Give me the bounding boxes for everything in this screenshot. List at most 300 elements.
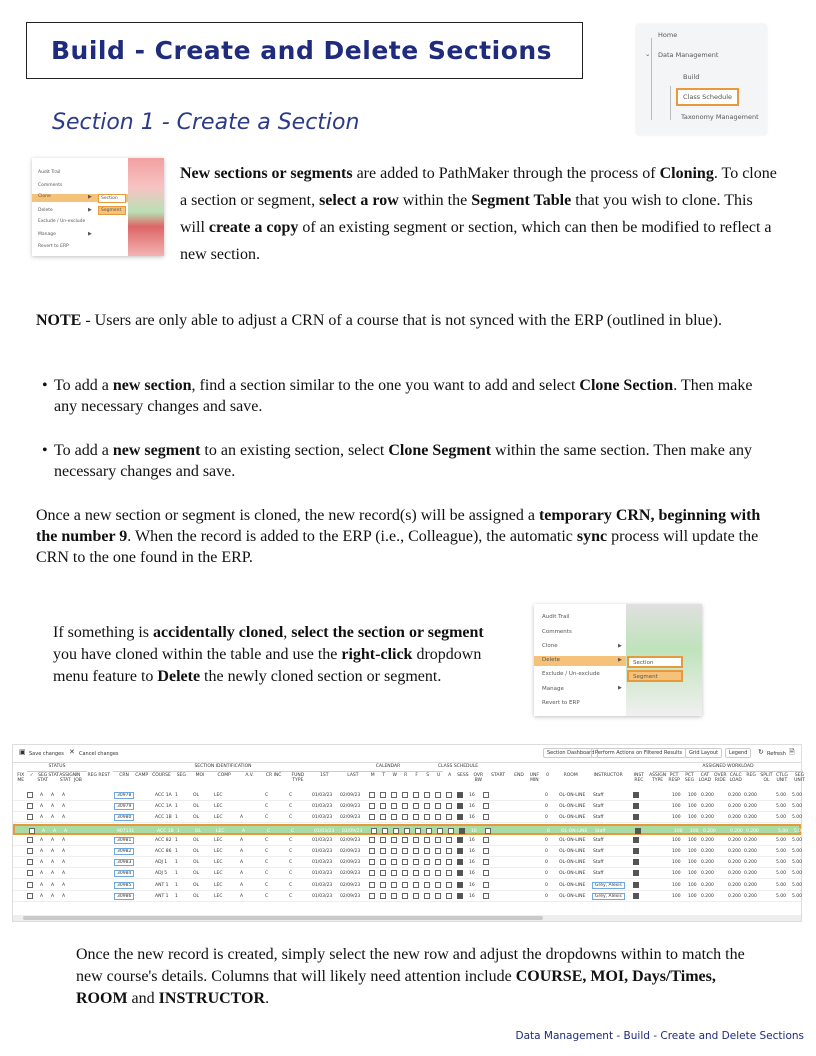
cell[interactable]: OL — [193, 793, 200, 798]
room-cell[interactable]: OL-ON-LINE — [559, 860, 586, 866]
day-checkbox[interactable] — [380, 803, 386, 809]
cell[interactable]: 1 — [175, 804, 178, 810]
cell[interactable]: 0.200 — [744, 793, 757, 798]
column-header[interactable]: INST REC — [633, 773, 645, 783]
cell[interactable]: 5.00 — [792, 837, 803, 843]
cell[interactable]: A — [40, 871, 44, 877]
cell[interactable]: 02/09/23 — [340, 882, 361, 888]
day-checkbox[interactable] — [435, 882, 441, 888]
day-checkbox[interactable] — [424, 837, 430, 843]
day-checkbox[interactable] — [413, 848, 419, 854]
instructor-cell[interactable]: Staff — [593, 860, 604, 866]
cell[interactable]: 100 — [688, 837, 697, 843]
day-checkbox[interactable] — [413, 859, 419, 865]
table-row[interactable] — [13, 891, 801, 902]
day-checkbox[interactable] — [426, 828, 432, 834]
day-checkbox[interactable] — [393, 828, 399, 834]
nav-home[interactable]: Home — [658, 31, 678, 39]
cell[interactable]: 100 — [672, 793, 681, 798]
instructor-cell[interactable]: Staff — [593, 849, 604, 854]
cell[interactable]: 0.200 — [701, 815, 714, 821]
cell[interactable]: C — [265, 793, 269, 798]
cell[interactable]: A — [42, 828, 46, 834]
cell[interactable]: LEC — [214, 793, 223, 798]
cell[interactable]: 1 — [175, 815, 178, 821]
cell[interactable]: 01/03/23 — [312, 793, 333, 798]
column-header[interactable]: SPLIT OL — [760, 773, 773, 783]
filtered-actions-button[interactable]: Perform Actions on Filtered Results — [591, 748, 686, 758]
cell[interactable]: OL — [195, 828, 202, 834]
cell[interactable]: LEC — [214, 871, 223, 877]
cell[interactable]: 5.00 — [792, 871, 803, 877]
instructor-cell[interactable]: Grey, Alexis — [595, 882, 622, 888]
cell[interactable]: C — [265, 849, 269, 854]
cell[interactable]: 01/03/23 — [312, 893, 333, 899]
cell[interactable]: A — [62, 849, 66, 854]
day-checkbox[interactable] — [435, 792, 441, 798]
cell[interactable]: A — [62, 793, 66, 798]
cell[interactable]: 0.200 — [730, 828, 743, 834]
menu-item[interactable]: Clone — [542, 643, 558, 649]
cell[interactable]: 1 — [175, 882, 178, 888]
cell[interactable]: 0 — [545, 882, 548, 888]
ovr-checkbox[interactable] — [485, 828, 491, 834]
day-checkbox[interactable] — [391, 837, 397, 843]
day-checkbox[interactable] — [380, 848, 386, 854]
a-checkbox[interactable] — [457, 803, 463, 809]
cell[interactable]: 01/03/23 — [314, 828, 335, 834]
ovr-checkbox[interactable] — [483, 792, 489, 798]
column-header[interactable]: R — [404, 773, 408, 778]
day-checkbox[interactable] — [435, 814, 441, 820]
cell[interactable]: 0.200 — [728, 793, 741, 798]
cell[interactable]: C — [289, 815, 293, 821]
day-checkbox[interactable] — [402, 803, 408, 809]
day-checkbox[interactable] — [413, 893, 419, 899]
cell[interactable]: 0 — [545, 893, 548, 899]
day-checkbox[interactable] — [402, 893, 408, 899]
cell[interactable]: 5.00 — [776, 893, 787, 899]
course-cell[interactable]: ACC 1A — [155, 804, 172, 810]
cell[interactable]: 5.00 — [776, 860, 787, 866]
cell[interactable]: 0.200 — [728, 882, 741, 888]
course-cell[interactable]: ADJ 5 — [155, 871, 168, 877]
inst-rec-checkbox[interactable] — [633, 814, 639, 820]
cell[interactable]: A — [62, 837, 66, 843]
day-checkbox[interactable] — [424, 792, 430, 798]
course-cell[interactable]: ACC 1B — [155, 815, 172, 821]
day-checkbox[interactable] — [435, 859, 441, 865]
day-checkbox[interactable] — [369, 848, 375, 854]
a-checkbox[interactable] — [457, 814, 463, 820]
column-header[interactable]: PCT RESP — [668, 773, 680, 783]
day-checkbox[interactable] — [402, 792, 408, 798]
cell[interactable]: 5.00 — [776, 882, 787, 888]
column-header[interactable]: T — [382, 773, 386, 778]
column-header[interactable]: CRN — [119, 773, 129, 778]
cell[interactable]: 1 — [175, 849, 178, 854]
ovr-checkbox[interactable] — [483, 803, 489, 809]
column-header[interactable]: REG — [746, 773, 756, 778]
cell[interactable]: 100 — [672, 815, 681, 821]
day-checkbox[interactable] — [391, 882, 397, 888]
cell[interactable]: 0.200 — [728, 871, 741, 877]
ovr-checkbox[interactable] — [483, 859, 489, 865]
cell[interactable]: LEC — [214, 893, 223, 899]
cell[interactable]: C — [289, 882, 293, 888]
column-header[interactable]: U — [437, 773, 441, 778]
cell[interactable]: 16 — [469, 871, 475, 877]
cell[interactable]: 16 — [469, 860, 475, 866]
cell[interactable]: A — [51, 871, 55, 877]
menu-item[interactable]: Manage — [38, 232, 56, 237]
cell[interactable]: 0.200 — [728, 893, 741, 899]
cell[interactable]: OL — [193, 804, 200, 810]
room-cell[interactable]: OL-ON-LINE — [559, 815, 586, 821]
cell[interactable]: 0.200 — [701, 882, 714, 888]
day-checkbox[interactable] — [402, 837, 408, 843]
cell[interactable]: 0.200 — [744, 860, 757, 866]
table-row[interactable] — [13, 880, 801, 891]
course-cell[interactable]: ANT 1 — [155, 893, 169, 899]
column-header[interactable]: 0 — [546, 773, 550, 778]
cell[interactable]: 100 — [672, 804, 681, 810]
day-checkbox[interactable] — [369, 893, 375, 899]
day-checkbox[interactable] — [380, 837, 386, 843]
cell[interactable]: A — [51, 815, 55, 821]
column-header[interactable]: CAT LOAD — [698, 773, 712, 783]
cell[interactable]: 100 — [688, 882, 697, 888]
cell[interactable]: 16 — [469, 815, 475, 821]
cell[interactable]: 16 — [471, 828, 477, 834]
row-checkbox[interactable] — [27, 848, 33, 854]
cell[interactable]: A — [51, 849, 55, 854]
day-checkbox[interactable] — [446, 848, 452, 854]
submenu-segment[interactable]: Segment — [98, 206, 126, 215]
day-checkbox[interactable] — [382, 828, 388, 834]
column-header[interactable]: IN JOB — [73, 773, 82, 783]
cell[interactable]: A — [240, 860, 244, 866]
cell[interactable]: 100 — [672, 882, 681, 888]
cell[interactable]: C — [289, 871, 293, 877]
cell[interactable]: 01/03/23 — [312, 882, 333, 888]
day-checkbox[interactable] — [435, 870, 441, 876]
day-checkbox[interactable] — [435, 893, 441, 899]
cell[interactable]: 100 — [688, 804, 697, 810]
cell[interactable]: A — [40, 793, 44, 798]
cell[interactable]: 0.200 — [744, 804, 757, 810]
column-header[interactable]: W — [392, 773, 397, 778]
row-checkbox[interactable] — [27, 792, 33, 798]
column-header[interactable]: START — [491, 773, 506, 778]
menu-item[interactable]: Delete — [38, 208, 53, 213]
day-checkbox[interactable] — [446, 893, 452, 899]
cell[interactable]: 0.200 — [728, 815, 741, 821]
cell[interactable]: 1 — [177, 828, 180, 834]
day-checkbox[interactable] — [391, 870, 397, 876]
cell[interactable]: OL — [193, 893, 200, 899]
cell[interactable]: 100 — [672, 893, 681, 899]
cell[interactable]: A — [62, 893, 66, 899]
cell[interactable]: A — [64, 828, 68, 834]
save-changes-button[interactable]: Save changes — [29, 751, 64, 757]
cell[interactable]: A — [240, 871, 244, 877]
day-checkbox[interactable] — [437, 828, 443, 834]
crn-cell[interactable]: 30984 — [117, 871, 132, 877]
cell[interactable]: A — [51, 793, 55, 798]
ovr-checkbox[interactable] — [483, 870, 489, 876]
crn-cell[interactable]: 907131 — [117, 828, 135, 834]
crn-cell[interactable]: 30980 — [117, 815, 132, 821]
column-header[interactable]: UNF MIN — [529, 773, 540, 783]
menu-item[interactable]: Manage — [542, 686, 564, 692]
menu-item-clone[interactable]: Clone — [32, 194, 128, 202]
day-checkbox[interactable] — [380, 870, 386, 876]
room-cell[interactable]: OL-ON-LINE — [559, 837, 586, 843]
cell[interactable]: 100 — [672, 860, 681, 866]
crn-cell[interactable]: 30982 — [117, 849, 132, 854]
cell[interactable]: 02/09/23 — [340, 804, 361, 810]
cell[interactable]: 100 — [672, 837, 681, 843]
cell[interactable]: 01/03/23 — [312, 849, 333, 854]
cell[interactable]: A — [62, 815, 66, 821]
cell[interactable]: A — [40, 837, 44, 843]
cell[interactable]: 0.200 — [703, 828, 716, 834]
cell[interactable]: 02/09/23 — [340, 893, 361, 899]
day-checkbox[interactable] — [369, 870, 375, 876]
cell[interactable]: 5.00 — [792, 804, 803, 810]
cell[interactable]: 0 — [545, 804, 548, 810]
ovr-checkbox[interactable] — [483, 882, 489, 888]
cell[interactable]: OL — [193, 837, 200, 843]
ovr-checkbox[interactable] — [483, 837, 489, 843]
column-header[interactable]: A — [448, 773, 452, 778]
day-checkbox[interactable] — [369, 882, 375, 888]
crn-cell[interactable]: 30981 — [117, 837, 132, 843]
day-checkbox[interactable] — [413, 882, 419, 888]
cell[interactable]: 0 — [545, 837, 548, 843]
cell[interactable]: 0.200 — [744, 893, 757, 899]
table-row[interactable] — [13, 812, 801, 823]
grid-layout-button[interactable]: Grid Layout — [685, 748, 722, 758]
column-header[interactable]: COMP — [217, 773, 231, 778]
column-header[interactable]: M — [370, 773, 375, 778]
column-header[interactable]: END — [514, 773, 524, 778]
crn-cell[interactable]: 30986 — [117, 893, 132, 899]
cell[interactable]: 100 — [690, 828, 699, 834]
cell[interactable]: 1 — [175, 893, 178, 899]
cell[interactable]: A — [51, 893, 55, 899]
cell[interactable]: 0.200 — [744, 871, 757, 877]
cell[interactable]: 01/03/23 — [312, 804, 333, 810]
course-cell[interactable]: ACC 82 — [155, 837, 172, 843]
cell[interactable]: 0 — [545, 860, 548, 866]
cell[interactable]: OL — [193, 860, 200, 866]
cell[interactable]: 0.200 — [728, 837, 741, 843]
inst-rec-checkbox[interactable] — [633, 792, 639, 798]
table-row[interactable] — [13, 790, 801, 801]
day-checkbox[interactable] — [435, 803, 441, 809]
cell[interactable]: 100 — [688, 860, 697, 866]
cell[interactable]: C — [265, 893, 269, 899]
cell[interactable]: LEC — [216, 828, 225, 834]
cell[interactable]: 5.00 — [776, 849, 787, 854]
day-checkbox[interactable] — [446, 859, 452, 865]
cell[interactable]: A — [51, 882, 55, 888]
cell[interactable]: 0.200 — [701, 893, 714, 899]
cell[interactable]: LEC — [214, 804, 223, 810]
day-checkbox[interactable] — [402, 870, 408, 876]
day-checkbox[interactable] — [413, 870, 419, 876]
a-checkbox[interactable] — [457, 837, 463, 843]
a-checkbox[interactable] — [459, 828, 465, 834]
cell[interactable]: LEC — [214, 837, 223, 843]
cell[interactable]: 100 — [672, 849, 681, 854]
crn-cell[interactable]: 30983 — [117, 860, 132, 866]
table-row[interactable] — [13, 846, 801, 857]
cell[interactable]: 0.200 — [701, 849, 714, 854]
section-dashboard-button[interactable]: Section Dashboard — [543, 748, 598, 758]
cell[interactable]: 0.200 — [744, 837, 757, 843]
column-header[interactable]: MOI — [195, 773, 205, 778]
cell[interactable]: 0.200 — [746, 828, 759, 834]
instructor-cell[interactable]: Staff — [593, 837, 604, 843]
day-checkbox[interactable] — [391, 803, 397, 809]
row-checkbox[interactable] — [27, 814, 33, 820]
cell[interactable]: 02/09/23 — [340, 837, 361, 843]
day-checkbox[interactable] — [415, 828, 421, 834]
course-cell[interactable]: ACC 86 — [155, 849, 172, 854]
cell[interactable]: LEC — [214, 860, 223, 866]
nav-taxonomy[interactable]: Taxonomy Management — [681, 113, 759, 121]
cell[interactable]: C — [289, 860, 293, 866]
menu-item[interactable]: Revert to ERP — [542, 700, 580, 706]
day-checkbox[interactable] — [369, 803, 375, 809]
menu-item-delete[interactable]: Delete — [534, 656, 626, 666]
cell[interactable]: 100 — [674, 828, 683, 834]
day-checkbox[interactable] — [391, 814, 397, 820]
cell[interactable]: 5.00 — [776, 871, 787, 877]
day-checkbox[interactable] — [371, 828, 377, 834]
legend-button[interactable]: Legend — [725, 748, 751, 758]
cell[interactable]: C — [267, 828, 271, 834]
column-header[interactable]: INSTRUCTOR — [593, 773, 623, 778]
cell[interactable]: 0.200 — [744, 882, 757, 888]
room-cell[interactable]: OL-ON-LINE — [559, 871, 586, 877]
instructor-cell[interactable]: Staff — [593, 871, 604, 877]
cell[interactable]: 0.200 — [728, 860, 741, 866]
cell[interactable]: A — [40, 893, 44, 899]
cell[interactable]: A — [51, 860, 55, 866]
cell[interactable]: C — [289, 837, 293, 843]
cell[interactable]: 1 — [175, 793, 178, 798]
instructor-cell[interactable]: Grey, Alexis — [595, 893, 622, 899]
column-header[interactable]: FIX ME — [17, 773, 25, 783]
cell[interactable]: 0 — [545, 793, 548, 798]
inst-rec-checkbox[interactable] — [633, 893, 639, 899]
cell[interactable]: 100 — [688, 849, 697, 854]
cell[interactable]: 1 — [175, 837, 178, 843]
day-checkbox[interactable] — [391, 848, 397, 854]
cell[interactable]: A — [62, 871, 66, 877]
day-checkbox[interactable] — [380, 882, 386, 888]
table-row-cloned[interactable] — [13, 824, 805, 835]
cell[interactable]: 0.200 — [701, 804, 714, 810]
day-checkbox[interactable] — [446, 882, 452, 888]
day-checkbox[interactable] — [446, 803, 452, 809]
cell[interactable]: A — [40, 882, 44, 888]
day-checkbox[interactable] — [446, 814, 452, 820]
submenu-section[interactable]: Section — [98, 194, 126, 203]
column-header[interactable]: F — [415, 773, 418, 778]
room-cell[interactable]: OL-ON-LINE — [559, 849, 586, 854]
day-checkbox[interactable] — [380, 859, 386, 865]
cell[interactable]: 5.00 — [792, 793, 803, 798]
inst-rec-checkbox[interactable] — [635, 828, 641, 834]
inst-rec-checkbox[interactable] — [633, 882, 639, 888]
cell[interactable]: LEC — [214, 815, 223, 821]
cell[interactable]: C — [265, 837, 269, 843]
column-header[interactable]: SESS — [457, 773, 469, 778]
cell[interactable]: 100 — [688, 893, 697, 899]
cell[interactable]: A — [62, 882, 66, 888]
cell[interactable]: 01/03/23 — [312, 871, 333, 877]
cell[interactable]: LEC — [214, 849, 223, 854]
table-row[interactable] — [13, 801, 801, 812]
cell[interactable]: A — [40, 860, 44, 866]
cell[interactable]: OL — [193, 871, 200, 877]
cell[interactable]: C — [265, 815, 269, 821]
cancel-changes-button[interactable]: Cancel changes — [79, 751, 119, 757]
cell[interactable]: 0.200 — [701, 860, 714, 866]
cell[interactable]: A — [62, 804, 66, 810]
cell[interactable]: 0.200 — [701, 871, 714, 877]
crn-cell[interactable]: 30978 — [117, 793, 132, 798]
row-checkbox[interactable] — [27, 859, 33, 865]
row-checkbox[interactable] — [27, 837, 33, 843]
cell[interactable]: 0.200 — [744, 815, 757, 821]
course-cell[interactable]: ACC 1B — [157, 828, 174, 834]
day-checkbox[interactable] — [369, 859, 375, 865]
a-checkbox[interactable] — [457, 859, 463, 865]
inst-rec-checkbox[interactable] — [633, 859, 639, 865]
cell[interactable]: 5.00 — [792, 849, 803, 854]
cell[interactable]: A — [40, 849, 44, 854]
day-checkbox[interactable] — [369, 814, 375, 820]
cell[interactable]: 02/09/23 — [340, 871, 361, 877]
day-checkbox[interactable] — [369, 792, 375, 798]
column-header[interactable]: CALC LOAD — [729, 773, 742, 783]
table-row[interactable] — [13, 857, 801, 868]
cell[interactable]: 100 — [688, 815, 697, 821]
menu-item[interactable]: Audit Trail — [38, 170, 61, 175]
menu-item[interactable]: Audit Trail — [542, 614, 570, 620]
instructor-cell[interactable]: Staff — [593, 793, 604, 798]
room-cell[interactable]: OL-ON-LINE — [559, 793, 586, 798]
row-checkbox[interactable] — [29, 828, 35, 834]
cell[interactable]: A — [240, 893, 244, 899]
column-header[interactable]: S — [426, 773, 430, 778]
cell[interactable]: 0.200 — [728, 849, 741, 854]
cell[interactable]: A — [51, 804, 55, 810]
cell[interactable]: LEC — [214, 882, 223, 888]
cell[interactable]: C — [289, 849, 293, 854]
cell[interactable]: 01/03/23 — [312, 837, 333, 843]
column-header[interactable]: COURSE — [152, 773, 171, 778]
cell[interactable]: 5.00 — [778, 828, 789, 834]
cell[interactable]: 0.200 — [701, 837, 714, 843]
inst-rec-checkbox[interactable] — [633, 837, 639, 843]
